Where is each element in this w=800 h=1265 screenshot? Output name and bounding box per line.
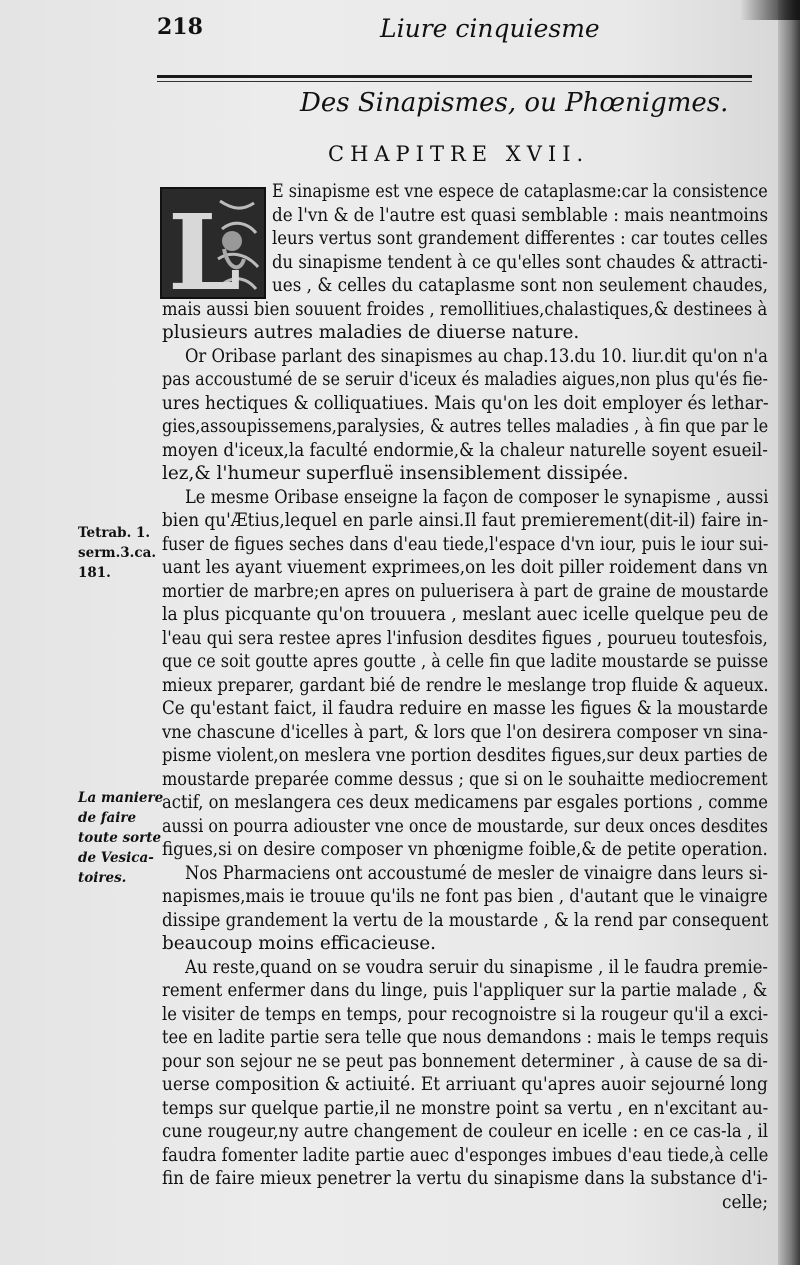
initial-letter-text: L [168,191,242,297]
text-line: du sinapisme tendent à ce qu'elles sont chaudes & attracti- [272,251,768,273]
text-line: celle; [722,1191,769,1213]
text-line: pisme violent,on meslera vne portion desdites figues,sur deux parties de [162,745,768,766]
text-line: Or Oribase parlant des sinapismes au chap.13.du 10. liur.dit qu'on n'a [185,345,768,367]
text-line: figues,si on desire composer vn phœnigme foible,& de petite operation. [162,839,768,860]
text-line: uerse composition & actiuité. Et arriuant qu'apres auoir sejourné long [162,1074,768,1095]
text-line: temps sur quelque partie,il ne monstre point sa vertu , en n'excitant au- [162,1097,769,1119]
text-line: leurs vertus sont grandement differentes : car toutes celles [272,228,768,249]
text-line: mais aussi bien souuent froides , remollitiues,chalastiques,& destinees à [162,298,768,320]
header-rule-thin [157,81,752,82]
text-line: plusieurs autres maladies de diuerse nature. [162,322,580,343]
margin-note-line: La maniere [78,790,164,806]
text-line: beaucoup moins efficacieuse. [162,933,436,954]
page-number: 218 [157,14,203,40]
text-line: Au reste,quand on se voudra seruir du sinapisme , il le faudra premie- [185,956,768,978]
text-line: vne chascune d'icelles à part, & lors que l'on desirera composer vn sina- [162,721,768,743]
text-line: l'eau qui sera restee apres l'infusion desdites figues , pourueu toutesfois, [162,627,768,649]
text-line: bien qu'Ætius,lequel en parle ainsi.Il faut premierement(dit-il) faire in- [162,510,769,531]
text-line: rement enfermer dans du linge, puis l'appliquer sur la partie malade , & [162,980,768,1001]
margin-note-line: toute sorte [78,830,162,846]
text-line: moustarde preparée comme dessus ; que si on le souhaitte mediocrement [162,768,768,790]
text-line: fuser de figues seches dans d'eau tiede,l'espace d'vn iour, puis le iour sui- [162,533,769,555]
text-line: pour son sejour ne se peut pas bonnement determiner , à cause de sa di- [162,1050,768,1072]
margin-note-line: 181. [78,565,111,581]
text-line: E sinapisme est vne espece de cataplasme:car la consistence [272,181,768,202]
text-line: moyen d'iceux,la faculté endormie,& la chaleur naturelle soyent esueil- [162,439,768,461]
text-line: cune rougeur,ny autre changement de couleur en icelle : en ce cas-la , il [162,1121,769,1142]
text-line: de l'vn & de l'autre est quasi semblable : mais neantmoins [272,204,769,226]
text-line: tee en ladite partie sera telle que nous demandons : mais le temps requis [162,1027,769,1048]
text-line: uant les ayant viuement exprimees,on les doit piller roidement dans vn [162,557,768,578]
margin-note-line: serm.3.ca. [78,545,157,561]
ornamental-initial [160,187,266,299]
text-line: aussi on pourra adiouster vne once de moustarde, sur deux onces desdites [162,815,768,837]
section-title: Des Sinapismes, ou Phœnigmes. [300,88,729,118]
margin-note-line: Tetrab. 1. [78,525,151,541]
header-rule [157,75,752,78]
text-line: mortier de marbre;en apres on puluerisera à part de graine de moustarde [162,580,769,602]
chapter-heading: CHAPITRE XVII. [328,142,590,166]
text-line: faudra fomenter ladite partie auec d'esponges imbues d'eau tiede,à celle [162,1144,769,1166]
text-line: le visiter de temps en temps, pour recognoistre si la rougeur qu'il a exci- [162,1003,769,1025]
margin-note-line: de Vesica- [78,850,154,866]
page-gutter-edge [778,0,800,1265]
scan-shadow [740,0,800,20]
ornamental-initial-letter [162,189,264,297]
text-line: pas accoustumé de se seruir d'iceux és maladies aigues,non plus qu'és fie- [162,369,768,390]
margin-note-line: toires. [78,870,127,886]
text-line: Nos Pharmaciens ont accoustumé de mesler de vinaigre dans leurs si- [185,862,768,884]
text-line: ures hectiques & colliquatiues. Mais qu'on les doit employer és lethar- [162,392,769,414]
text-line: Ce qu'estant faict, il faudra reduire en masse les figues & la moustarde [162,698,769,719]
text-line: lez,& l'humeur superfluë insensiblement dissipée. [162,463,629,484]
running-head: Liure cinquiesme [380,14,600,43]
text-line: actif, on meslangera ces deux medicamens par esgales portions , comme [162,792,769,813]
text-line: dissipe grandement la vertu de la moustarde , & la rend par consequent [162,909,769,931]
margin-note-line: de faire [78,810,137,826]
text-line: la plus picquante qu'on trouuera , meslant auec icelle quelque peu de [162,604,769,625]
text-line: ues , & celles du cataplasme sont non seulement chaudes, [272,275,768,296]
text-line: gies,assoupissemens,paralysies, & autres telles maladies , à fin que par le [162,416,769,437]
text-line: napismes,mais ie trouue qu'ils ne font pas bien , d'autant que le vinaigre [162,886,768,907]
text-line: mieux preparer, gardant bié de rendre le meslange trop fluide & aqueux. [162,674,769,696]
text-line: que ce soit goutte apres goutte , à celle fin que ladite moustarde se puisse [162,651,769,672]
text-line: Le mesme Oribase enseigne la façon de composer le synapisme , aussi [185,486,769,508]
text-line: fin de faire mieux penetrer la vertu du sinapisme dans la substance d'i- [162,1168,768,1189]
